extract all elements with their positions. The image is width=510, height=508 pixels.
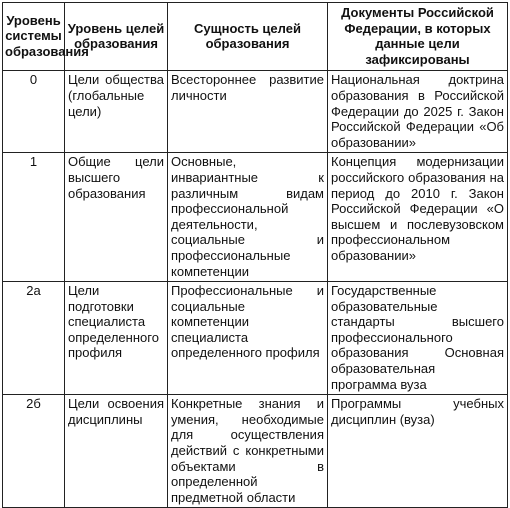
table-body <box>3 71 508 508</box>
row-documents: Концепция модернизации российского образования на период до 2010 г. Закон Российской Федерации «О высшем и послевузовском профессиональном образовании» <box>328 153 508 282</box>
row-level: 0 <box>3 71 65 153</box>
table-row <box>3 282 508 395</box>
table-header <box>3 3 508 71</box>
row-documents: Программы учебных дисциплин (вуза) <box>328 395 508 508</box>
row-level: 2а <box>3 282 65 395</box>
row-goal: Цели освоения дисциплины <box>65 395 168 508</box>
table-row <box>3 71 508 153</box>
row-documents: Государственные образовательные стандарты высшего профессионального образования Основная образовательная программа вуза <box>328 282 508 395</box>
header-row <box>3 3 508 71</box>
header-goal-level: Уровень целей образования <box>65 3 168 71</box>
row-essence: Всестороннее развитие личности <box>168 71 328 153</box>
row-goal: Цели подготовки специалиста определенного профиля <box>65 282 168 395</box>
education-goals-table <box>2 2 508 508</box>
row-goal: Цели общества (глобальные цели) <box>65 71 168 153</box>
row-essence: Профессиональные и социальные компетенции специалиста определенного профиля <box>168 282 328 395</box>
header-documents: Документы Российской Федерации, в которых данные цели зафиксированы <box>328 3 508 71</box>
table-row <box>3 153 508 282</box>
row-essence: Конкретные знания и умения, необходимые для осуществления действий с конкретными объектами в определенной предметной области <box>168 395 328 508</box>
header-goal-essence: Сущность целей образования <box>168 3 328 71</box>
table-row <box>3 395 508 508</box>
row-essence: Основные, инвариантные к различным видам профессиональной деятельности, социальные и профессиональные компетенции <box>168 153 328 282</box>
row-goal: Общие цели высшего образования <box>65 153 168 282</box>
row-documents: Национальная доктрина образования в Российской Федерации до 2025 г. Закон Российской Федерации «Об образовании» <box>328 71 508 153</box>
header-education-system-level: Уровень системы образования <box>3 3 65 71</box>
row-level: 2б <box>3 395 65 508</box>
row-level: 1 <box>3 153 65 282</box>
